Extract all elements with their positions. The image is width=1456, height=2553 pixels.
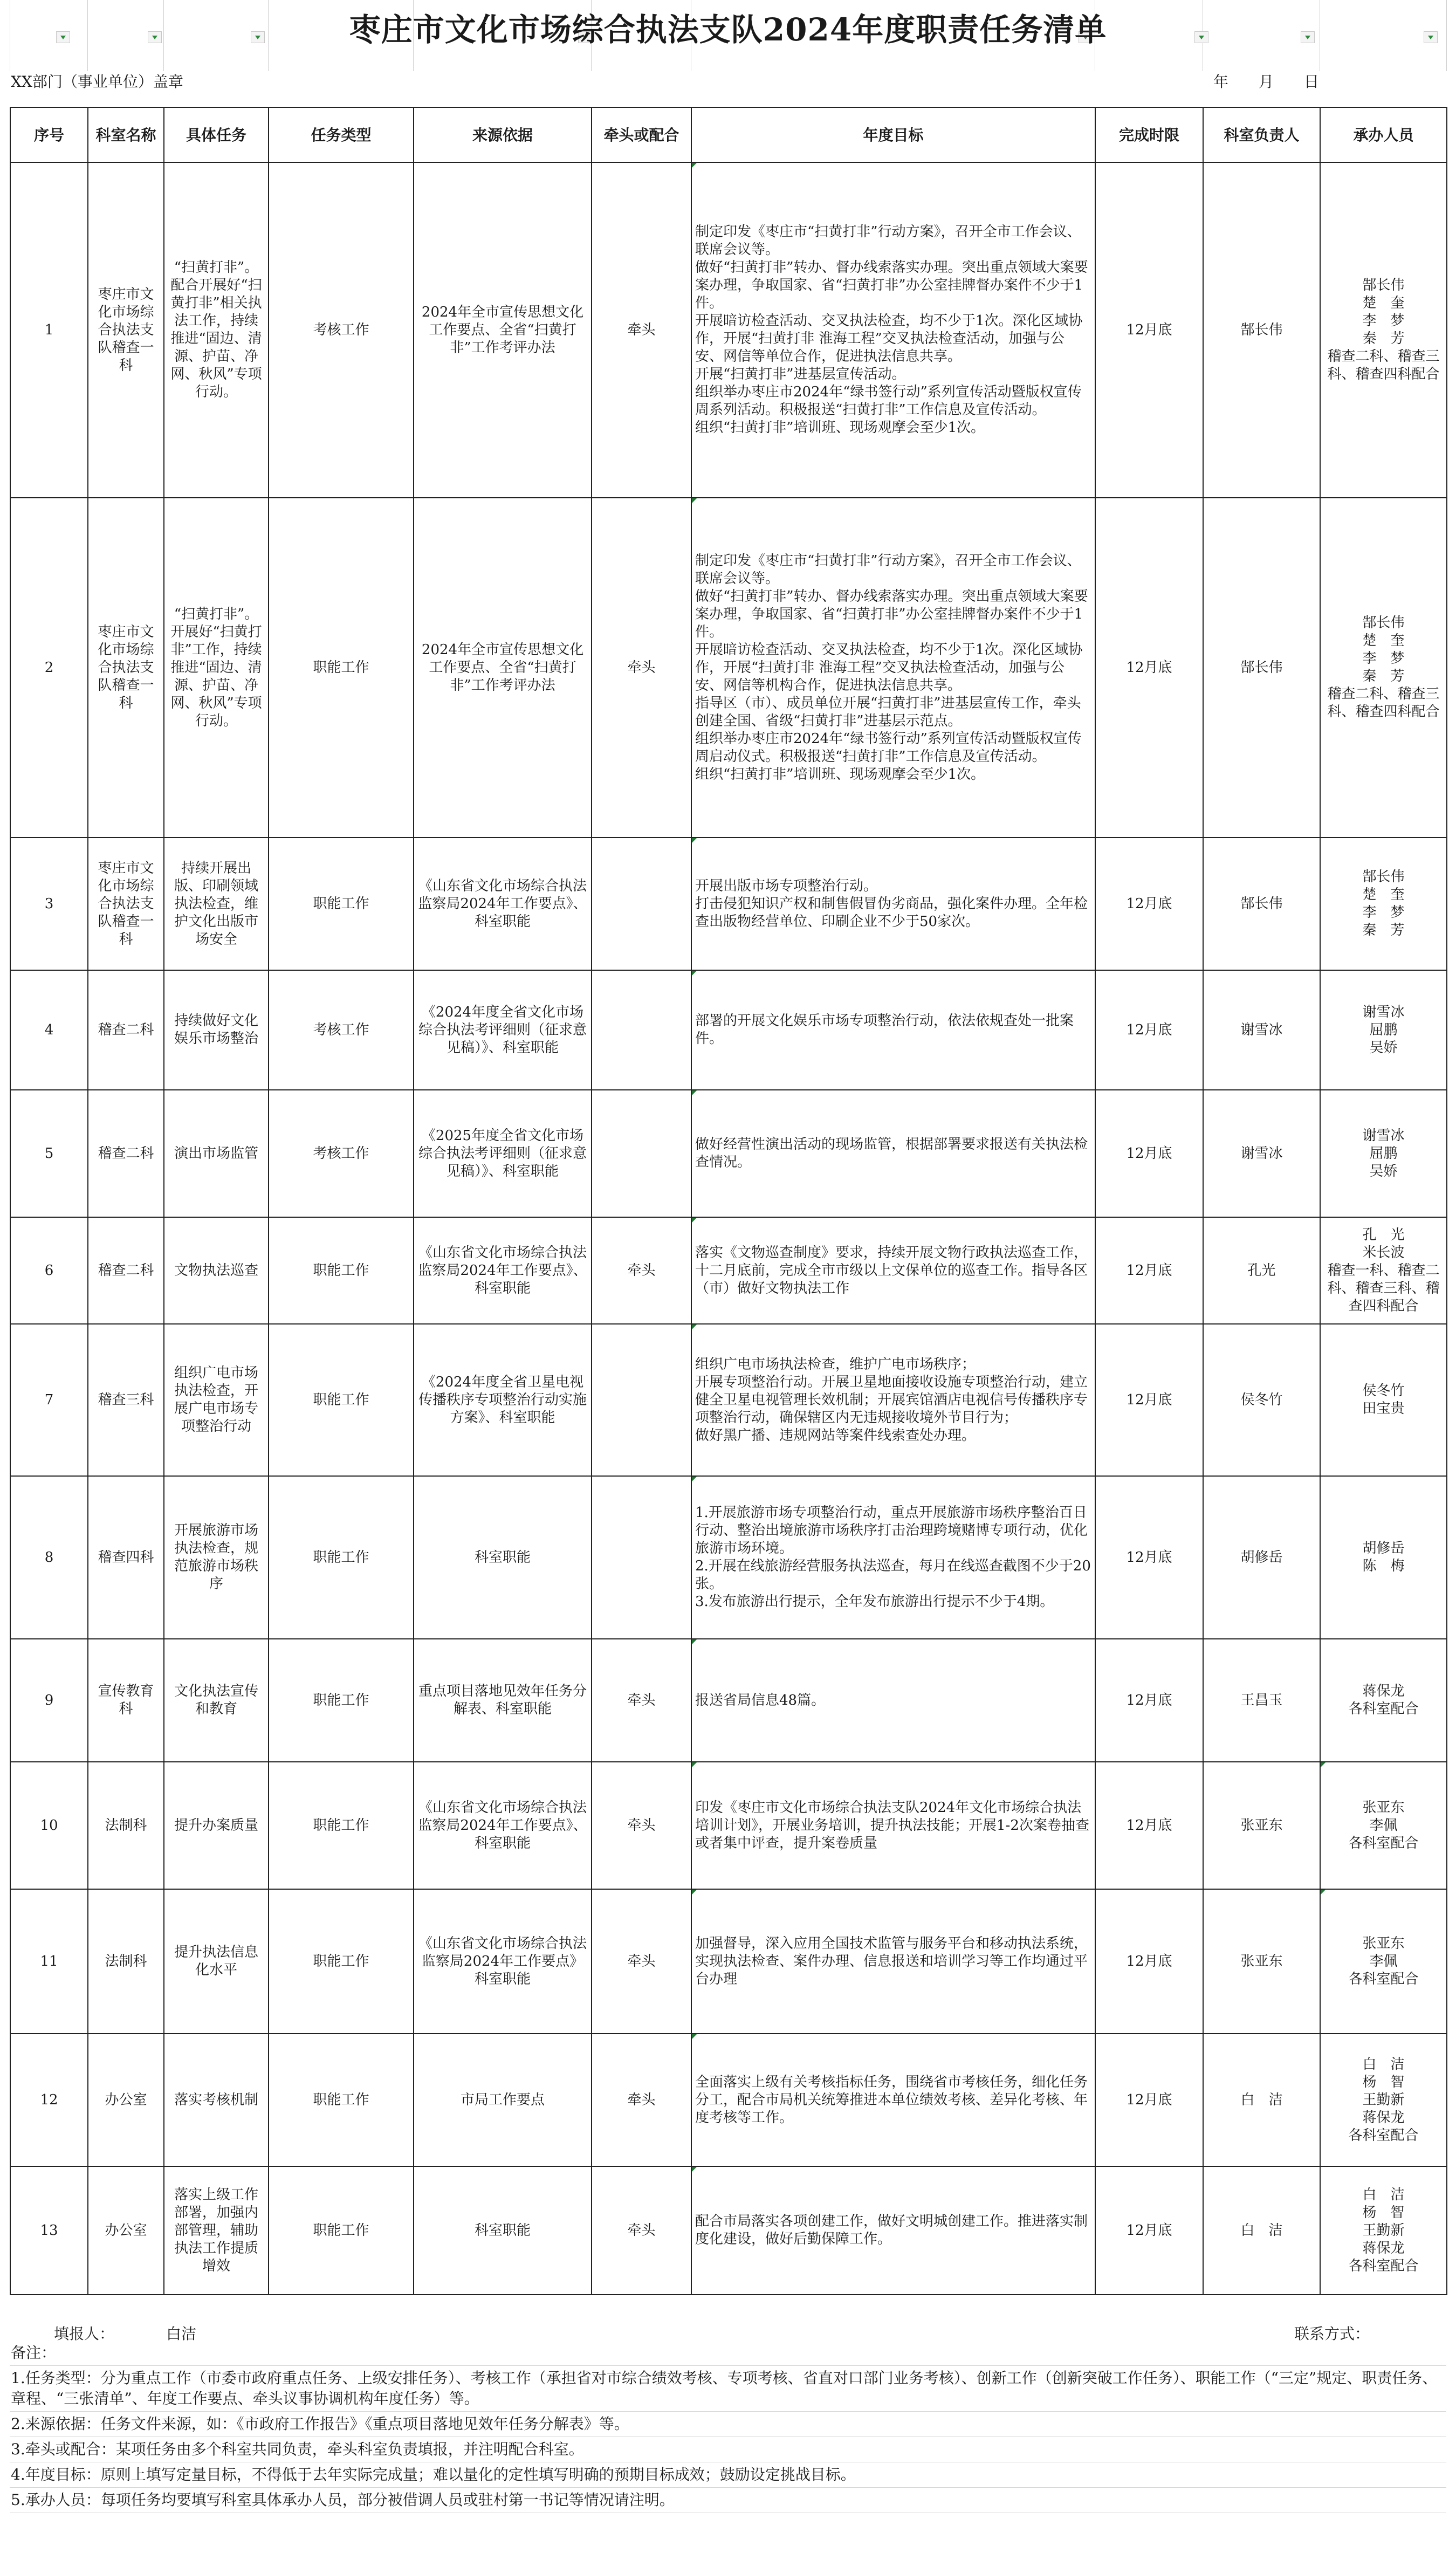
seal-label: XX部门（事业单位）盖章 [11, 73, 183, 91]
task-type: 职能工作 [269, 2166, 414, 2295]
row-number: 10 [10, 1762, 88, 1889]
dept-head: 白 洁 [1203, 2166, 1320, 2295]
task-type: 考核工作 [269, 1090, 414, 1217]
staff-list: 蒋保龙 各科室配合 [1320, 1639, 1447, 1762]
column-header: 具体任务 [164, 107, 269, 162]
source-basis: 《山东省文化市场综合执法监察局2024年工作要点》科室职能 [414, 1889, 592, 2034]
staff-list: 白 洁 杨 智 王勤新 蒋保龙 各科室配合 [1320, 2166, 1447, 2295]
dept-name: 稽查二科 [88, 1090, 164, 1217]
annual-goal: 印发《枣庄市文化市场综合执法支队2024年文化市场综合执法培训计划》，开展业务培训，提升执法技能；开展1-2次案卷抽查或者集中评查，提升案卷质量 [691, 1762, 1095, 1889]
task-type: 职能工作 [269, 1889, 414, 2034]
table-row [10, 2034, 1447, 2166]
row-number: 7 [10, 1324, 88, 1476]
dept-head: 白 洁 [1203, 2034, 1320, 2166]
lead-or-support: 牵头 [592, 2166, 691, 2295]
task-desc: 文化执法宣传和教育 [164, 1639, 269, 1762]
dept-name: 枣庄市文化市场综合执法支队稽查一科 [88, 498, 164, 838]
lead-or-support: 牵头 [592, 1217, 691, 1324]
source-basis: 科室职能 [414, 1476, 592, 1639]
task-type: 职能工作 [269, 1324, 414, 1476]
task-desc: 持续开展出版、印刷领域执法检查，维护文化出版市场安全 [164, 838, 269, 970]
deadline: 12月底 [1095, 1217, 1203, 1324]
source-basis: 市局工作要点 [414, 2034, 592, 2166]
task-type: 职能工作 [269, 2034, 414, 2166]
deadline: 12月底 [1095, 1889, 1203, 2034]
dept-head: 郜长伟 [1203, 162, 1320, 498]
task-type: 职能工作 [269, 1217, 414, 1324]
staff-list: 白 洁 杨 智 王勤新 蒋保龙 各科室配合 [1320, 2034, 1447, 2166]
row-number: 5 [10, 1090, 88, 1217]
task-type: 职能工作 [269, 498, 414, 838]
lead-or-support: 牵头 [592, 2034, 691, 2166]
row-number: 3 [10, 838, 88, 970]
staff-list: 侯冬竹 田宝贵 [1320, 1324, 1447, 1476]
staff-list: 谢雪冰 屈鹏 吴娇 [1320, 1090, 1447, 1217]
table-row [10, 1639, 1447, 1762]
deadline: 12月底 [1095, 162, 1203, 498]
lead-or-support [592, 1476, 691, 1639]
note-line: 3.牵头或配合：某项任务由多个科室共同负责，牵头科室负责填报，并注明配合科室。 [10, 2437, 1446, 2462]
task-type: 考核工作 [269, 162, 414, 498]
row-number: 6 [10, 1217, 88, 1324]
deadline: 12月底 [1095, 1762, 1203, 1889]
lead-or-support: 牵头 [592, 1889, 691, 2034]
dept-head: 侯冬竹 [1203, 1324, 1320, 1476]
table-row [10, 162, 1447, 498]
table-row [10, 1090, 1447, 1217]
dept-name: 枣庄市文化市场综合执法支队稽查一科 [88, 162, 164, 498]
dept-head: 王昌玉 [1203, 1639, 1320, 1762]
notes-section [10, 2341, 1446, 2513]
dept-name: 稽查二科 [88, 970, 164, 1090]
note-line: 备注： [10, 2341, 1446, 2366]
dept-name: 稽查二科 [88, 1217, 164, 1324]
table-row [10, 970, 1447, 1090]
row-number: 4 [10, 970, 88, 1090]
lead-or-support: 牵头 [592, 1639, 691, 1762]
dept-head: 张亚东 [1203, 1762, 1320, 1889]
lead-or-support: 牵头 [592, 162, 691, 498]
row-number: 1 [10, 162, 88, 498]
staff-list: 张亚东 李佩 各科室配合 [1320, 1762, 1447, 1889]
task-table [10, 107, 1447, 2295]
task-desc: 组织广电市场执法检查，开展广电市场专项整治行动 [164, 1324, 269, 1476]
lead-or-support [592, 838, 691, 970]
annual-goal: 报送省局信息48篇。 [691, 1639, 1095, 1762]
dept-head: 孔光 [1203, 1217, 1320, 1324]
task-type: 考核工作 [269, 970, 414, 1090]
dept-name: 办公室 [88, 2166, 164, 2295]
annual-goal: 做好经营性演出活动的现场监管，根据部署要求报送有关执法检查情况。 [691, 1090, 1095, 1217]
deadline: 12月底 [1095, 1324, 1203, 1476]
source-basis: 《山东省文化市场综合执法监察局2024年工作要点》、科室职能 [414, 1217, 592, 1324]
source-basis: 《2024年度全省文化市场综合执法考评细则（征求意见稿）》、科室职能 [414, 970, 592, 1090]
source-basis: 科室职能 [414, 2166, 592, 2295]
task-desc: “扫黄打非”。配合开展好“扫黄打非”相关执法工作，持续推进“固边、清源、护苗、净网、秋风”专项行动。 [164, 162, 269, 498]
annual-goal: 1.开展旅游市场专项整治行动，重点开展旅游市场秩序整治百日行动、整治出境旅游市场秩序打击治理跨境赌博专项行动，优化旅游市场环境。 2.开展在线旅游经营服务执法巡查，每月在线巡查截图不少于20张。 3.发布旅游出行提示，全年发布旅游出行提示不少于4期。 [691, 1476, 1095, 1639]
staff-list: 谢雪冰 屈鹏 吴娇 [1320, 970, 1447, 1090]
task-desc: 演出市场监管 [164, 1090, 269, 1217]
source-basis: 《2024年度全省卫星电视传播秩序专项整治行动实施方案》、科室职能 [414, 1324, 592, 1476]
table-row [10, 498, 1447, 838]
lead-or-support: 牵头 [592, 498, 691, 838]
page-title: 枣庄市文化市场综合执法支队2024年度职责任务清单 [349, 11, 1107, 48]
note-line: 4.年度目标：原则上填写定量目标，不得低于去年实际完成量；难以量化的定性填写明确的预期目标成效；鼓励设定挑战目标。 [10, 2462, 1446, 2488]
row-number: 11 [10, 1889, 88, 2034]
dept-name: 稽查四科 [88, 1476, 164, 1639]
annual-goal: 配合市局落实各项创建工作，做好文明城创建工作。推进落实制度化建设，做好后勤保障工作。 [691, 2166, 1095, 2295]
contact-label: 联系方式： [1294, 2325, 1370, 2343]
lead-or-support [592, 970, 691, 1090]
deadline: 12月底 [1095, 1090, 1203, 1217]
filler-label: 填报人： [54, 2325, 115, 2343]
dept-name: 法制科 [88, 1889, 164, 2034]
dept-head: 郜长伟 [1203, 498, 1320, 838]
table-row [10, 1762, 1447, 1889]
column-header: 科室负责人 [1203, 107, 1320, 162]
deadline: 12月底 [1095, 1639, 1203, 1762]
note-line: 2.来源依据：任务文件来源，如：《市政府工作报告》《重点项目落地见效年任务分解表》等。 [10, 2412, 1446, 2437]
deadline: 12月底 [1095, 2034, 1203, 2166]
task-desc: 落实考核机制 [164, 2034, 269, 2166]
table-row [10, 2166, 1447, 2295]
staff-list: 郜长伟 楚 奎 李 梦 秦 芳 [1320, 838, 1447, 970]
annual-goal: 全面落实上级有关考核指标任务，围绕省市考核任务，细化任务分工，配合市局机关统筹推进本单位绩效考核、差异化考核、年度考核等工作。 [691, 2034, 1095, 2166]
note-line: 5.承办人员：每项任务均要填写科室具体承办人员，部分被借调人员或驻村第一书记等情况请注明。 [10, 2488, 1446, 2513]
table-row [10, 838, 1447, 970]
task-type: 职能工作 [269, 1476, 414, 1639]
dept-head: 谢雪冰 [1203, 1090, 1320, 1217]
staff-list: 孔 光 米长波 稽查一科、稽查二科、稽查三科、稽查四科配合 [1320, 1217, 1447, 1324]
dept-name: 稽查三科 [88, 1324, 164, 1476]
task-desc: 开展旅游市场执法检查，规范旅游市场秩序 [164, 1476, 269, 1639]
deadline: 12月底 [1095, 970, 1203, 1090]
staff-list: 胡修岳 陈 梅 [1320, 1476, 1447, 1639]
note-line: 1.任务类型：分为重点工作（市委市政府重点任务、上级安排任务）、考核工作（承担省对市综合绩效考核、专项考核、省直对口部门业务考核）、创新工作（创新突破工作任务）、职能工作（“三定”规定、职责任务、章程、“三张清单”、年度工作要点、牵头议事协调机构年度任务）等。 [10, 2366, 1446, 2412]
task-desc: “扫黄打非”。开展好“扫黄打非”工作，持续推进“固边、清源、护苗、净网、秋风”专项行动。 [164, 498, 269, 838]
column-header: 承办人员 [1320, 107, 1447, 162]
deadline: 12月底 [1095, 1476, 1203, 1639]
row-number: 9 [10, 1639, 88, 1762]
dept-name: 法制科 [88, 1762, 164, 1889]
annual-goal: 制定印发《枣庄市“扫黄打非”行动方案》，召开全市工作会议、联席会议等。 做好“扫黄打非”转办、督办线索落实办理。突出重点领域大案要案办理，争取国家、省“扫黄打非”办公室挂牌督办案件不少于1件。 开展暗访检查活动、交叉执法检查，均不少于1次。深化区域协作，开展“扫黄打非 淮海工程”交叉执法检查活动，加强与公安、网信等机构合作，促进执法信息共享。 指导区（市）、成员单位开展“扫黄打非”进基层宣传工作，牵头创建全国、省级“扫黄打非”进基层示范点。 组织举办枣庄市2024年“绿书签行动”系列宣传活动暨版权宣传周启动仪式。积极报送“扫黄打非”工作信息及宣传活动。 组织“扫黄打非”培训班、现场观摩会至少1次。 [691, 498, 1095, 838]
row-number: 2 [10, 498, 88, 838]
task-desc: 落实上级工作部署，加强内部管理，辅助执法工作提质增效 [164, 2166, 269, 2295]
annual-goal: 制定印发《枣庄市“扫黄打非”行动方案》，召开全市工作会议、联席会议等。 做好“扫黄打非”转办、督办线索落实办理。突出重点领域大案要案办理，争取国家、省“扫黄打非”办公室挂牌督办案件不少于1件。 开展暗访检查活动、交叉执法检查，均不少于1次。深化区域协作，开展“扫黄打非 淮海工程”交叉执法检查活动，加强与公安、网信等单位合作，促进执法信息共享。 开展“扫黄打非”进基层宣传活动。 组织举办枣庄市2024年“绿书签行动”系列宣传活动暨版权宣传周系列活动。积极报送“扫黄打非”工作信息及宣传活动。 组织“扫黄打非”培训班、现场观摩会至少1次。 [691, 162, 1095, 498]
column-header: 任务类型 [269, 107, 414, 162]
task-type: 职能工作 [269, 838, 414, 970]
source-basis: 重点项目落地见效年任务分解表、科室职能 [414, 1639, 592, 1762]
lead-or-support [592, 1324, 691, 1476]
source-basis: 2024年全市宣传思想文化工作要点、全省“扫黄打非”工作考评办法 [414, 498, 592, 838]
annual-goal: 组织广电市场执法检查，维护广电市场秩序； 开展专项整治行动。开展卫星地面接收设施专项整治行动，建立健全卫星电视管理长效机制；开展宾馆酒店电视信号传播秩序专项整治行动，确保辖区内无违规接收境外节目行为； 做好黑广播、违规网站等案件线索查处办理。 [691, 1324, 1095, 1476]
table-row [10, 1889, 1447, 2034]
dept-name: 枣庄市文化市场综合执法支队稽查一科 [88, 838, 164, 970]
staff-list: 张亚东 李佩 各科室配合 [1320, 1889, 1447, 2034]
dept-name: 宣传教育科 [88, 1639, 164, 1762]
annual-goal: 部署的开展文化娱乐市场专项整治行动，依法依规查处一批案件。 [691, 970, 1095, 1090]
dept-head: 胡修岳 [1203, 1476, 1320, 1639]
task-type: 职能工作 [269, 1639, 414, 1762]
dept-head: 张亚东 [1203, 1889, 1320, 2034]
deadline: 12月底 [1095, 838, 1203, 970]
staff-list: 郜长伟 楚 奎 李 梦 秦 芳 稽查二科、稽查三科、稽查四科配合 [1320, 162, 1447, 498]
column-header: 牵头或配合 [592, 107, 691, 162]
lead-or-support [592, 1090, 691, 1217]
column-header: 来源依据 [414, 107, 592, 162]
source-basis: 《山东省文化市场综合执法监察局2024年工作要点》、科室职能 [414, 1762, 592, 1889]
annual-goal: 加强督导，深入应用全国技术监管与服务平台和移动执法系统，实现执法检查、案件办理、信息报送和培训学习等工作均通过平台办理 [691, 1889, 1095, 2034]
annual-goal: 开展出版市场专项整治行动。 打击侵犯知识产权和制售假冒伪劣商品，强化案件办理。全年检查出版物经营单位、印刷企业不少于50家次。 [691, 838, 1095, 970]
table-row [10, 1217, 1447, 1324]
source-basis: 《山东省文化市场综合执法监察局2024年工作要点》、科室职能 [414, 838, 592, 970]
table-row [10, 1324, 1447, 1476]
task-desc: 提升执法信息化水平 [164, 1889, 269, 2034]
source-basis: 2024年全市宣传思想文化工作要点、全省“扫黄打非”工作考评办法 [414, 162, 592, 498]
staff-list: 郜长伟 楚 奎 李 梦 秦 芳 稽查二科、稽查三科、稽查四科配合 [1320, 498, 1447, 838]
task-desc: 提升办案质量 [164, 1762, 269, 1889]
filler-name: 白洁 [166, 2325, 197, 2343]
column-header: 年度目标 [691, 107, 1095, 162]
lead-or-support: 牵头 [592, 1762, 691, 1889]
task-desc: 持续做好文化娱乐市场整治 [164, 970, 269, 1090]
date-label: 年 月 日 [1213, 73, 1320, 91]
dept-head: 郜长伟 [1203, 838, 1320, 970]
dept-head: 谢雪冰 [1203, 970, 1320, 1090]
deadline: 12月底 [1095, 2166, 1203, 2295]
table-header-row [10, 107, 1447, 162]
row-number: 12 [10, 2034, 88, 2166]
task-desc: 文物执法巡查 [164, 1217, 269, 1324]
annual-goal: 落实《文物巡查制度》要求，持续开展文物行政执法巡查工作，十二月底前，完成全市市级以上文保单位的巡查工作。指导各区（市）做好文物执法工作 [691, 1217, 1095, 1324]
row-number: 13 [10, 2166, 88, 2295]
dept-name: 办公室 [88, 2034, 164, 2166]
column-header: 序号 [10, 107, 88, 162]
source-basis: 《2025年度全省文化市场综合执法考评细则（征求意见稿）》、科室职能 [414, 1090, 592, 1217]
column-header: 科室名称 [88, 107, 164, 162]
column-header: 完成时限 [1095, 107, 1203, 162]
table-row [10, 1476, 1447, 1639]
deadline: 12月底 [1095, 498, 1203, 838]
task-type: 职能工作 [269, 1762, 414, 1889]
row-number: 8 [10, 1476, 88, 1639]
